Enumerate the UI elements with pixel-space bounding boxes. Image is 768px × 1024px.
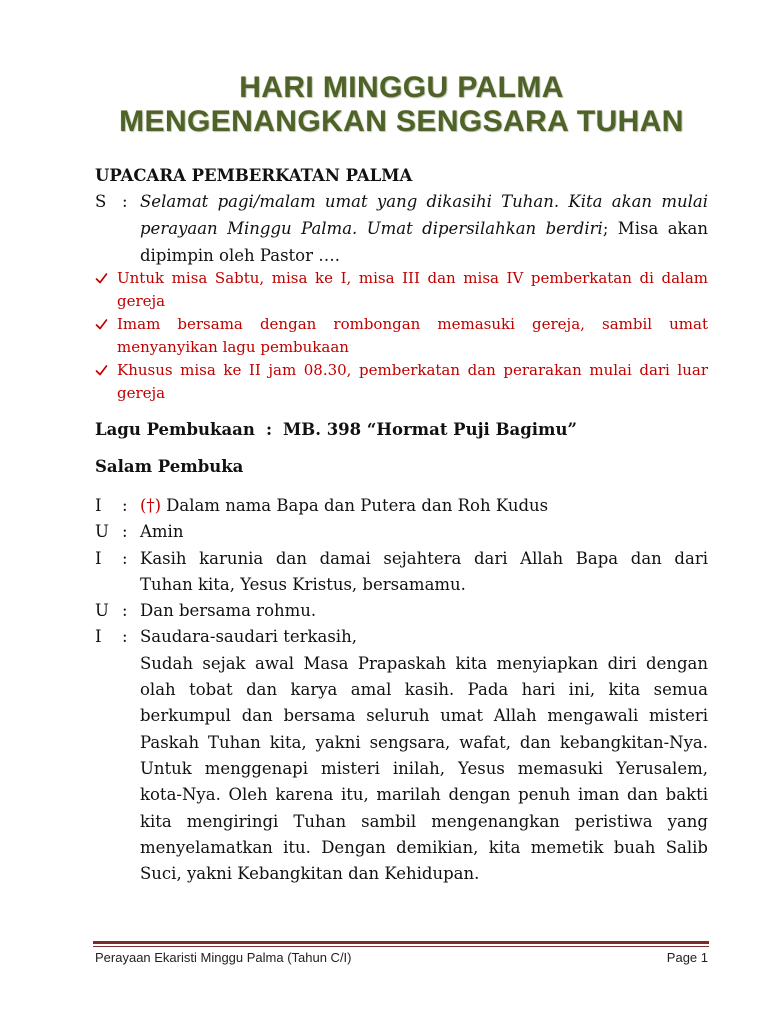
announcement-text: ; Misa akan [602,219,709,238]
speaker-label: U [95,601,109,621]
homily-paragraph-line: berkumpul dan bersama seluruh umat Allah mengawali misteri [140,706,708,726]
speaker-separator: : [122,192,128,211]
speaker-label: U [95,522,109,542]
rubric-line: Imam bersama dengan rombongan memasuki gereja, sambil umat [117,315,708,333]
dialogue-text: Dan bersama rohmu. [140,601,317,621]
page-footer [95,950,708,966]
check-icon [95,364,108,377]
page-title [95,71,708,139]
homily-paragraph-line: Untuk menggenapi misteri inilah, Yesus memasuki Yerusalem, [140,758,708,778]
dialogue-line [95,519,708,545]
check-icon [95,318,108,331]
announcement-text: dipimpin oleh Pastor …. [140,246,340,265]
speaker-separator: : [122,627,128,647]
dialogue-text-line [140,493,708,519]
dialogue-line [95,546,708,599]
check-icon [95,272,108,285]
dialogue-line [95,624,708,887]
homily-paragraph-line: Sudah sejak awal Masa Prapaskah kita menyiapkan diri dengan [140,653,708,673]
announcement-line [140,188,708,215]
section-heading-blessing: UPACARA PEMBERKATAN PALMA [95,166,413,185]
speaker-separator: : [122,548,128,568]
rubric-line: Untuk misa Sabtu, misa ke I, misa III dan misa IV pemberkatan di dalam [117,269,708,287]
dialogue-line [95,493,708,519]
homily-paragraph-line: kita mengiringi Tuhan sambil mengenangkan peristiwa yang [140,811,708,831]
announcement-italic-text: Selamat pagi/malam umat yang dikasihi Tuhan. Kita akan mulai [140,192,708,211]
speaker-separator: : [122,522,128,542]
title-line-2: MENGENANGKAN SENGSARA TUHAN [119,105,684,138]
rubric-line: gereja [117,384,166,402]
dialogue-text: Kasih karunia dan damai sejahtera dari Allah Bapa dan dari [140,548,708,568]
rubric-line: Khusus misa ke II jam 08.30, pemberkatan dan perarakan mulai dari luar [117,361,708,379]
opening-song-separator: : [266,420,273,439]
announcement-italic-text: perayaan Minggu Palma. Umat dipersilahkan berdiri [140,219,603,238]
speaker-label: S [95,192,107,211]
rubric-item [95,267,708,313]
title-line-1: HARI MINGGU PALMA [239,71,564,104]
footer-rule-thick [93,941,709,944]
announcement-block [95,188,708,269]
rubric-line: menyanyikan lagu pembukaan [117,338,349,356]
rubric-item [95,359,708,405]
greeting-dialogue [95,493,708,887]
speaker-separator: : [122,601,128,621]
section-heading-greeting: Salam Pembuka [95,457,244,476]
speaker-label: I [95,496,102,515]
homily-paragraph-line: Paskah Tuhan kita, yakni sengsara, wafat, dan kebangkitan-Nya. [140,732,708,752]
speaker-label: I [95,548,102,568]
opening-song-label: Lagu Pembukaan [95,420,255,439]
footer-document-title: Perayaan Ekaristi Minggu Palma (Tahun C/I) [95,950,352,965]
announcement-line [140,215,708,242]
homily-paragraph-line: kota-Nya. Oleh karena itu, marilah dengan penuh iman dan bakti [140,785,708,805]
dialogue-line [95,188,708,269]
dialogue-text: Saudara-saudari terkasih, [140,627,357,647]
speaker-label: I [95,627,102,647]
sign-of-cross-mark: (†) [140,496,162,515]
rubric-item [95,313,708,359]
announcement-line [140,242,708,269]
dialogue-text: Tuhan kita, Yesus Kristus, bersamamu. [140,574,466,594]
homily-paragraph-line: menyelamatkan itu. Dengan demikian, kita memetik buah Salib [140,837,708,857]
rubric-list [95,267,708,405]
dialogue-text: Dalam nama Bapa dan Putera dan Roh Kudus [166,496,549,515]
opening-song-line [95,417,708,443]
dialogue-text: Amin [140,522,184,542]
footer-page-number: Page 1 [666,950,708,965]
dialogue-line [95,598,708,624]
speaker-separator: : [122,496,128,515]
footer-rule-thin [93,946,709,947]
homily-paragraph-line: olah tobat dan karya amal kasih. Pada hari ini, kita semua [140,680,708,700]
rubric-line: gereja [117,292,166,310]
homily-paragraph-line: Suci, yakni Kebangkitan dan Kehidupan. [140,864,480,884]
opening-song-value: MB. 398 “Hormat Puji Bagimu” [283,420,577,439]
